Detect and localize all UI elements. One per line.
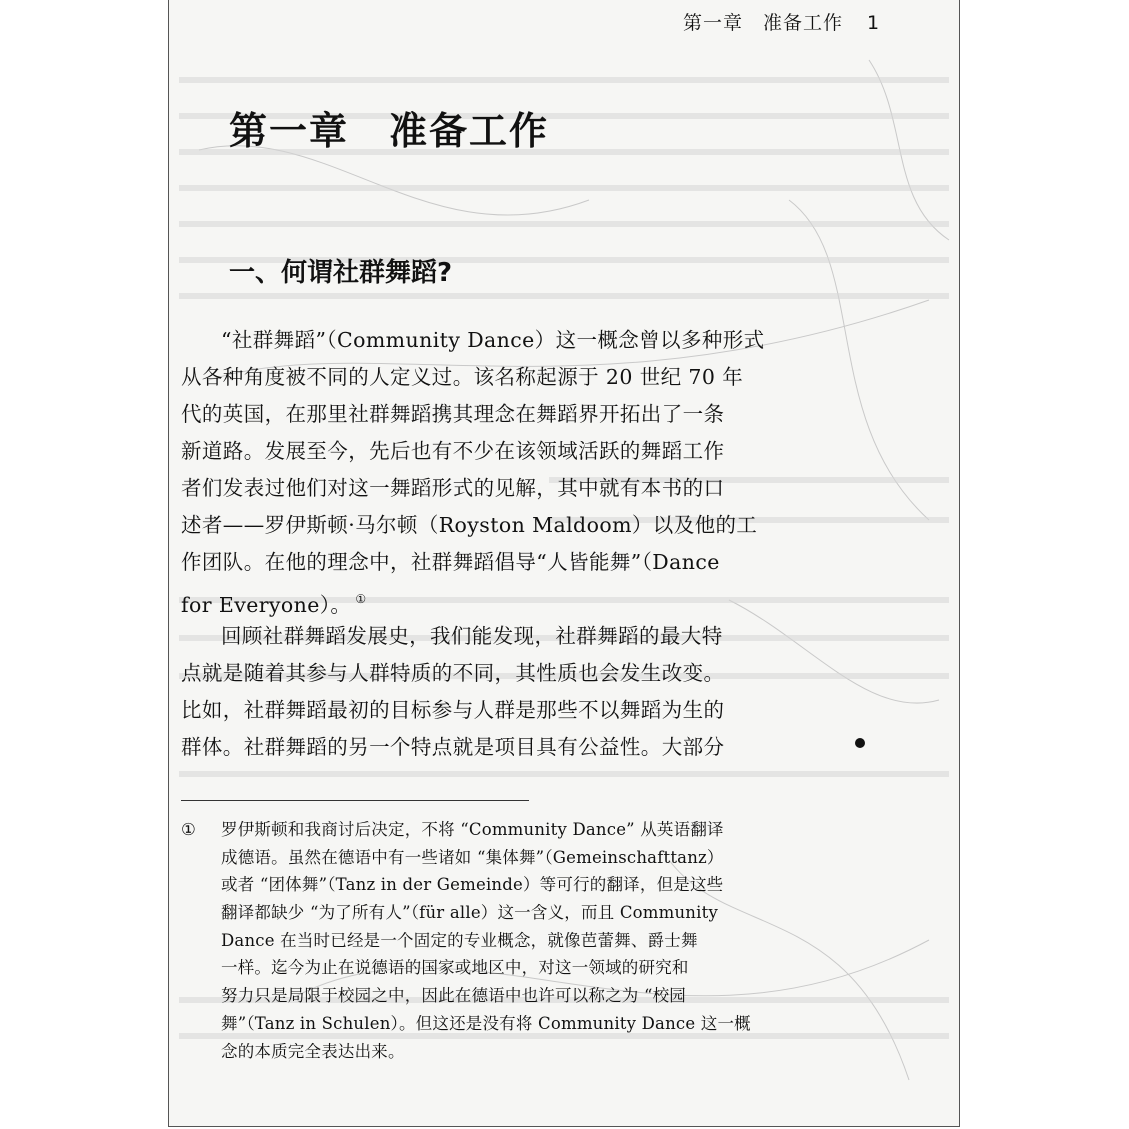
footnote-reference[interactable]: ①: [355, 592, 367, 606]
body-line: 群体。社群舞蹈的另一个特点就是项目具有公益性。大部分: [181, 735, 725, 759]
page-number: 1: [867, 12, 881, 34]
running-header-title: 第一章 准备工作: [683, 12, 844, 34]
running-header: [683, 8, 880, 35]
body-line: 新道路。发展至今，先后也有不少在该领域活跃的舞蹈工作: [181, 439, 725, 463]
body-line-text: for Everyone）。: [181, 593, 352, 617]
footnote-line: Dance 在当时已经是一个固定的专业概念，就像芭蕾舞、爵士舞: [221, 930, 698, 950]
body-line: 述者——罗伊斯顿·马尔顿（Royston Maldoom）以及他的工: [181, 513, 758, 537]
footnote-line: 努力只是局限于校园之中，因此在德语中也许可以称之为 “校园: [221, 986, 686, 1006]
body-line: 点就是随着其参与人群特质的不同，其性质也会发生改变。: [181, 661, 725, 685]
footnote-line: 念的本质完全表达出来。: [221, 1041, 405, 1061]
chapter-number: 第一章: [229, 109, 350, 153]
footnote-line: [181, 816, 871, 844]
footnote-line: 或者 “团体舞”（Tanz in der Gemeinde）等可行的翻译，但是这些: [221, 875, 724, 895]
body-line: 比如，社群舞蹈最初的目标参与人群是那些不以舞蹈为生的: [181, 698, 725, 722]
body-line: 从各种角度被不同的人定义过。该名称起源于 20 世纪 70 年: [181, 365, 744, 389]
footnote-line: 翻译都缺少 “为了所有人”（für alle）这一含义，而且 Community: [221, 903, 718, 923]
body-line: 作团队。在他的理念中，社群舞蹈倡导“人皆能舞”（Dance: [181, 550, 720, 574]
body-line: 者们发表过他们对这一舞蹈形式的见解，其中就有本书的口: [181, 476, 725, 500]
footnote-divider: [181, 800, 529, 801]
body-text: [181, 322, 861, 766]
footnote-mark: ①: [181, 820, 196, 839]
footnote: [181, 816, 871, 1065]
body-line: 代的英国，在那里社群舞蹈携其理念在舞蹈界开拓出了一条: [181, 402, 725, 426]
chapter-name: 准备工作: [389, 109, 550, 153]
body-line: 回顾社群舞蹈发展史，我们能发现，社群舞蹈的最大特: [221, 624, 723, 648]
footnote-line-text: 罗伊斯顿和我商讨后决定，不将 “Community Dance” 从英语翻译: [221, 820, 724, 839]
footnote-line: 成德语。虽然在德语中有一些诸如 “集体舞”（Gemeinschafttanz）: [221, 847, 724, 867]
body-line: “社群舞蹈”（Community Dance）这一概念曾以多种形式: [221, 328, 765, 352]
footnote-line: 一样。迄今为止在说德语的国家或地区中，对这一领域的研究和: [221, 958, 689, 978]
footnote-line: 舞”（Tanz in Schulen）。但这还是没有将 Community Dance 这一概: [221, 1013, 751, 1033]
body-line-with-note: [181, 581, 861, 618]
section-heading: 一、何谓社群舞蹈?: [229, 258, 453, 288]
chapter-title: [229, 100, 549, 155]
book-page: [168, 0, 960, 1127]
ink-dot-mark: [855, 738, 865, 748]
